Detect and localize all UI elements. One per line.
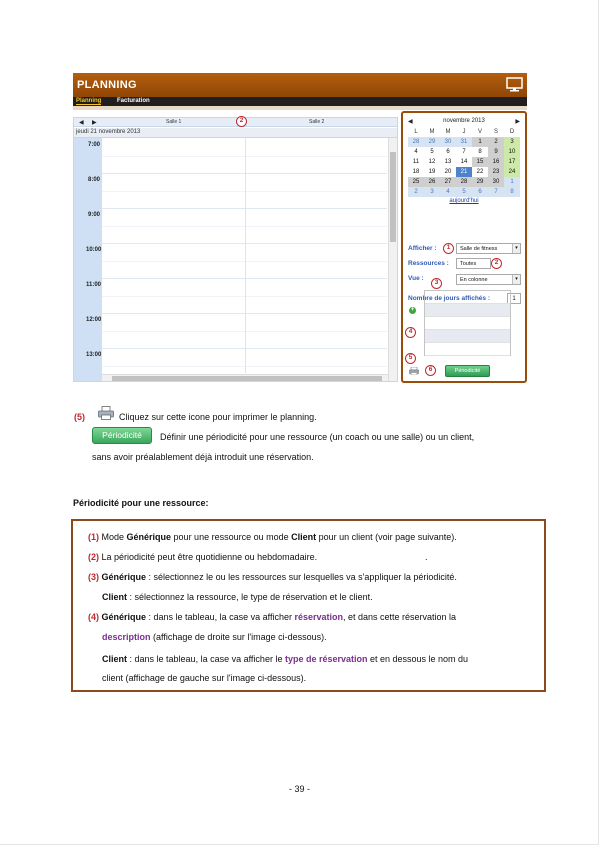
ressources-label: Ressources : xyxy=(408,260,449,267)
calendar-day[interactable]: 3 xyxy=(424,187,440,197)
today-link[interactable]: aujourd'hui xyxy=(449,198,479,204)
calendar-day[interactable]: 6 xyxy=(472,187,488,197)
hour-label: 12:00 xyxy=(86,317,102,323)
prev-month-icon[interactable]: ◀ xyxy=(408,119,413,125)
calendar-day[interactable]: 4 xyxy=(440,187,456,197)
box-line-2-dot: . xyxy=(425,552,428,562)
periodicite-button[interactable]: Périodicité xyxy=(445,365,490,377)
calendar-day[interactable]: 23 xyxy=(488,167,504,177)
vue-label: Vue : xyxy=(408,275,424,282)
box-line-4: Client : sélectionnez la ressource, le type de réservation et le client. xyxy=(102,592,373,602)
calendar-day[interactable]: 31 xyxy=(456,137,472,147)
printer-icon[interactable] xyxy=(409,367,419,375)
callout-badge-4: 4 xyxy=(405,327,416,338)
calendar-day[interactable]: 16 xyxy=(488,157,504,167)
calendar-day[interactable]: 14 xyxy=(456,157,472,167)
calendar-day[interactable]: 30 xyxy=(440,137,456,147)
page-number: - 39 - xyxy=(288,784,310,794)
calendar-day[interactable]: 26 xyxy=(424,177,440,187)
periodicite-button-illustration: Périodicité xyxy=(92,427,152,444)
day-of-week-label: M xyxy=(440,127,456,137)
list-item[interactable] xyxy=(425,343,510,356)
calendar-day[interactable]: 29 xyxy=(424,137,440,147)
mini-calendar-header xyxy=(408,118,520,126)
vue-select[interactable] xyxy=(456,274,521,285)
item-5-text: Cliquez sur cette icone pour imprimer le planning. xyxy=(119,412,317,422)
calendar-day[interactable]: 28 xyxy=(456,177,472,187)
calendar-day[interactable]: 22 xyxy=(472,167,488,177)
nav-planning[interactable]: Planning xyxy=(76,98,102,104)
section-title: Périodicité pour une ressource: xyxy=(73,498,209,508)
day-of-week-label: J xyxy=(456,127,472,137)
box-line-2: (2) La périodicité peut être quotidienne ou hebdomadaire. xyxy=(88,552,318,562)
callout-badge-2: 2 xyxy=(491,258,502,269)
next-month-icon[interactable]: ▶ xyxy=(515,119,520,125)
vertical-scrollbar[interactable] xyxy=(388,138,397,382)
calendar-day[interactable]: 28 xyxy=(408,137,424,147)
calendar-day[interactable]: 7 xyxy=(488,187,504,197)
monitor-icon[interactable] xyxy=(506,76,523,93)
day-calendar xyxy=(73,117,398,382)
afficher-select[interactable] xyxy=(456,243,521,254)
room-header-2: Salle 2 xyxy=(309,119,325,125)
day-of-week-label: V xyxy=(472,127,488,137)
mini-calendar-month: novembre 2013 xyxy=(443,118,485,124)
box-line-3: (3) Générique : sélectionnez le ou les ressources sur lesquelles va s'appliquer la périodicité. xyxy=(88,572,457,582)
resource-list-table xyxy=(424,290,511,356)
calendar-day[interactable]: 10 xyxy=(504,147,520,157)
room-column-divider xyxy=(245,138,246,373)
calendar-day[interactable]: 15 xyxy=(472,157,488,167)
day-of-week-label: L xyxy=(408,127,424,137)
callout-badge-3: 3 xyxy=(431,278,442,289)
calendar-date-label: jeudi 21 novembre 2013 xyxy=(74,128,398,138)
callout-badge-2: 2 xyxy=(236,116,247,127)
prev-day-icon[interactable]: ◀ xyxy=(79,120,84,126)
nav-facturation[interactable]: Facturation xyxy=(117,98,150,104)
calendar-day[interactable]: 11 xyxy=(408,157,424,167)
calendar-day[interactable]: 18 xyxy=(408,167,424,177)
calendar-day[interactable]: 8 xyxy=(472,147,488,157)
list-item[interactable] xyxy=(425,291,510,304)
printer-icon xyxy=(98,406,114,420)
afficher-value: Salle de fitness xyxy=(460,246,498,252)
add-icon[interactable]: + xyxy=(410,307,415,313)
jours-input[interactable]: 1 xyxy=(507,293,521,304)
next-day-icon[interactable]: ▶ xyxy=(92,120,97,126)
calendar-day[interactable]: 5 xyxy=(424,147,440,157)
calendar-day[interactable]: 8 xyxy=(504,187,520,197)
calendar-day[interactable]: 2 xyxy=(488,137,504,147)
hour-label: 7:00 xyxy=(88,142,101,148)
app-header xyxy=(73,73,527,97)
box-line-8: client (affichage de gauche sur l'image ci-dessous). xyxy=(102,673,307,683)
calendar-day[interactable]: 2 xyxy=(408,187,424,197)
calendar-day[interactable]: 3 xyxy=(504,137,520,147)
calendar-day[interactable]: 9 xyxy=(488,147,504,157)
room-header-1: Salle 1 xyxy=(166,119,182,125)
calendar-day[interactable]: 17 xyxy=(504,157,520,167)
periodicite-description-2: sans avoir préalablement déjà introduit une réservation. xyxy=(92,452,314,462)
callout-badge-5: 5 xyxy=(405,353,416,364)
calendar-day[interactable]: 1 xyxy=(472,137,488,147)
vue-value: En colonne xyxy=(460,277,488,283)
mini-calendar-grid xyxy=(408,127,520,197)
calendar-day[interactable]: 20 xyxy=(440,167,456,177)
horizontal-scrollbar[interactable] xyxy=(102,374,388,382)
day-of-week-label: S xyxy=(488,127,504,137)
calendar-day[interactable]: 13 xyxy=(440,157,456,167)
callout-badge-6: 6 xyxy=(425,365,436,376)
app-nav xyxy=(73,97,527,106)
scroll-thumb[interactable] xyxy=(390,152,396,242)
hour-label: 9:00 xyxy=(88,212,101,218)
list-item[interactable] xyxy=(425,304,510,317)
calendar-day[interactable]: 12 xyxy=(424,157,440,167)
jours-label: Nombre de jours affichés : xyxy=(408,295,490,302)
box-line-1: (1) Mode Générique pour une ressource ou mode Client pour un client (voir page suivante). xyxy=(88,532,457,542)
planning-sidebar xyxy=(401,111,527,383)
box-line-5: (4) Générique : dans le tableau, la case va afficher réservation, et dans cette réservation la xyxy=(88,612,457,622)
nav-underline xyxy=(73,106,527,110)
list-item[interactable] xyxy=(425,317,510,330)
hour-label: 10:00 xyxy=(86,247,102,253)
calendar-day[interactable]: 27 xyxy=(440,177,456,187)
calendar-day[interactable]: 1 xyxy=(504,177,520,187)
box-line-7: Client : dans le tableau, la case va afficher le type de réservation et en dessous le nom du xyxy=(102,654,469,664)
calendar-day[interactable]: 5 xyxy=(456,187,472,197)
callout-badge-1: 1 xyxy=(443,243,454,254)
periodicite-description-1: Définir une périodicité pour une ressource (un coach ou une salle) ou un client, xyxy=(160,432,475,442)
calendar-day[interactable]: 29 xyxy=(472,177,488,187)
calendar-day[interactable]: 21 xyxy=(456,167,472,177)
item-5-number: (5) xyxy=(74,412,85,422)
ressources-value: Toutes xyxy=(460,261,477,267)
hour-label: 13:00 xyxy=(86,352,102,358)
app-title: PLANNING xyxy=(77,79,137,91)
calendar-day[interactable]: 30 xyxy=(488,177,504,187)
calendar-day[interactable]: 25 xyxy=(408,177,424,187)
box-line-6: description (affichage de droite sur l'image ci-dessous). xyxy=(102,632,327,642)
calendar-day[interactable]: 7 xyxy=(456,147,472,157)
chevron-down-icon: ▾ xyxy=(512,244,520,253)
chevron-down-icon: ▾ xyxy=(512,275,520,284)
afficher-label: Afficher : xyxy=(408,245,437,252)
list-item[interactable] xyxy=(425,330,510,343)
ressources-select[interactable] xyxy=(456,258,491,269)
calendar-day[interactable]: 4 xyxy=(408,147,424,157)
mini-calendar xyxy=(408,118,520,204)
hour-label: 8:00 xyxy=(88,177,101,183)
time-column xyxy=(74,138,102,382)
explanation-box xyxy=(71,519,546,692)
day-of-week-label: M xyxy=(424,127,440,137)
scroll-thumb[interactable] xyxy=(112,376,382,381)
planning-app-screenshot xyxy=(73,73,527,383)
day-of-week-label: D xyxy=(504,127,520,137)
calendar-day[interactable]: 24 xyxy=(504,167,520,177)
hour-label: 11:00 xyxy=(86,282,102,288)
calendar-day[interactable]: 6 xyxy=(440,147,456,157)
calendar-day[interactable]: 19 xyxy=(424,167,440,177)
